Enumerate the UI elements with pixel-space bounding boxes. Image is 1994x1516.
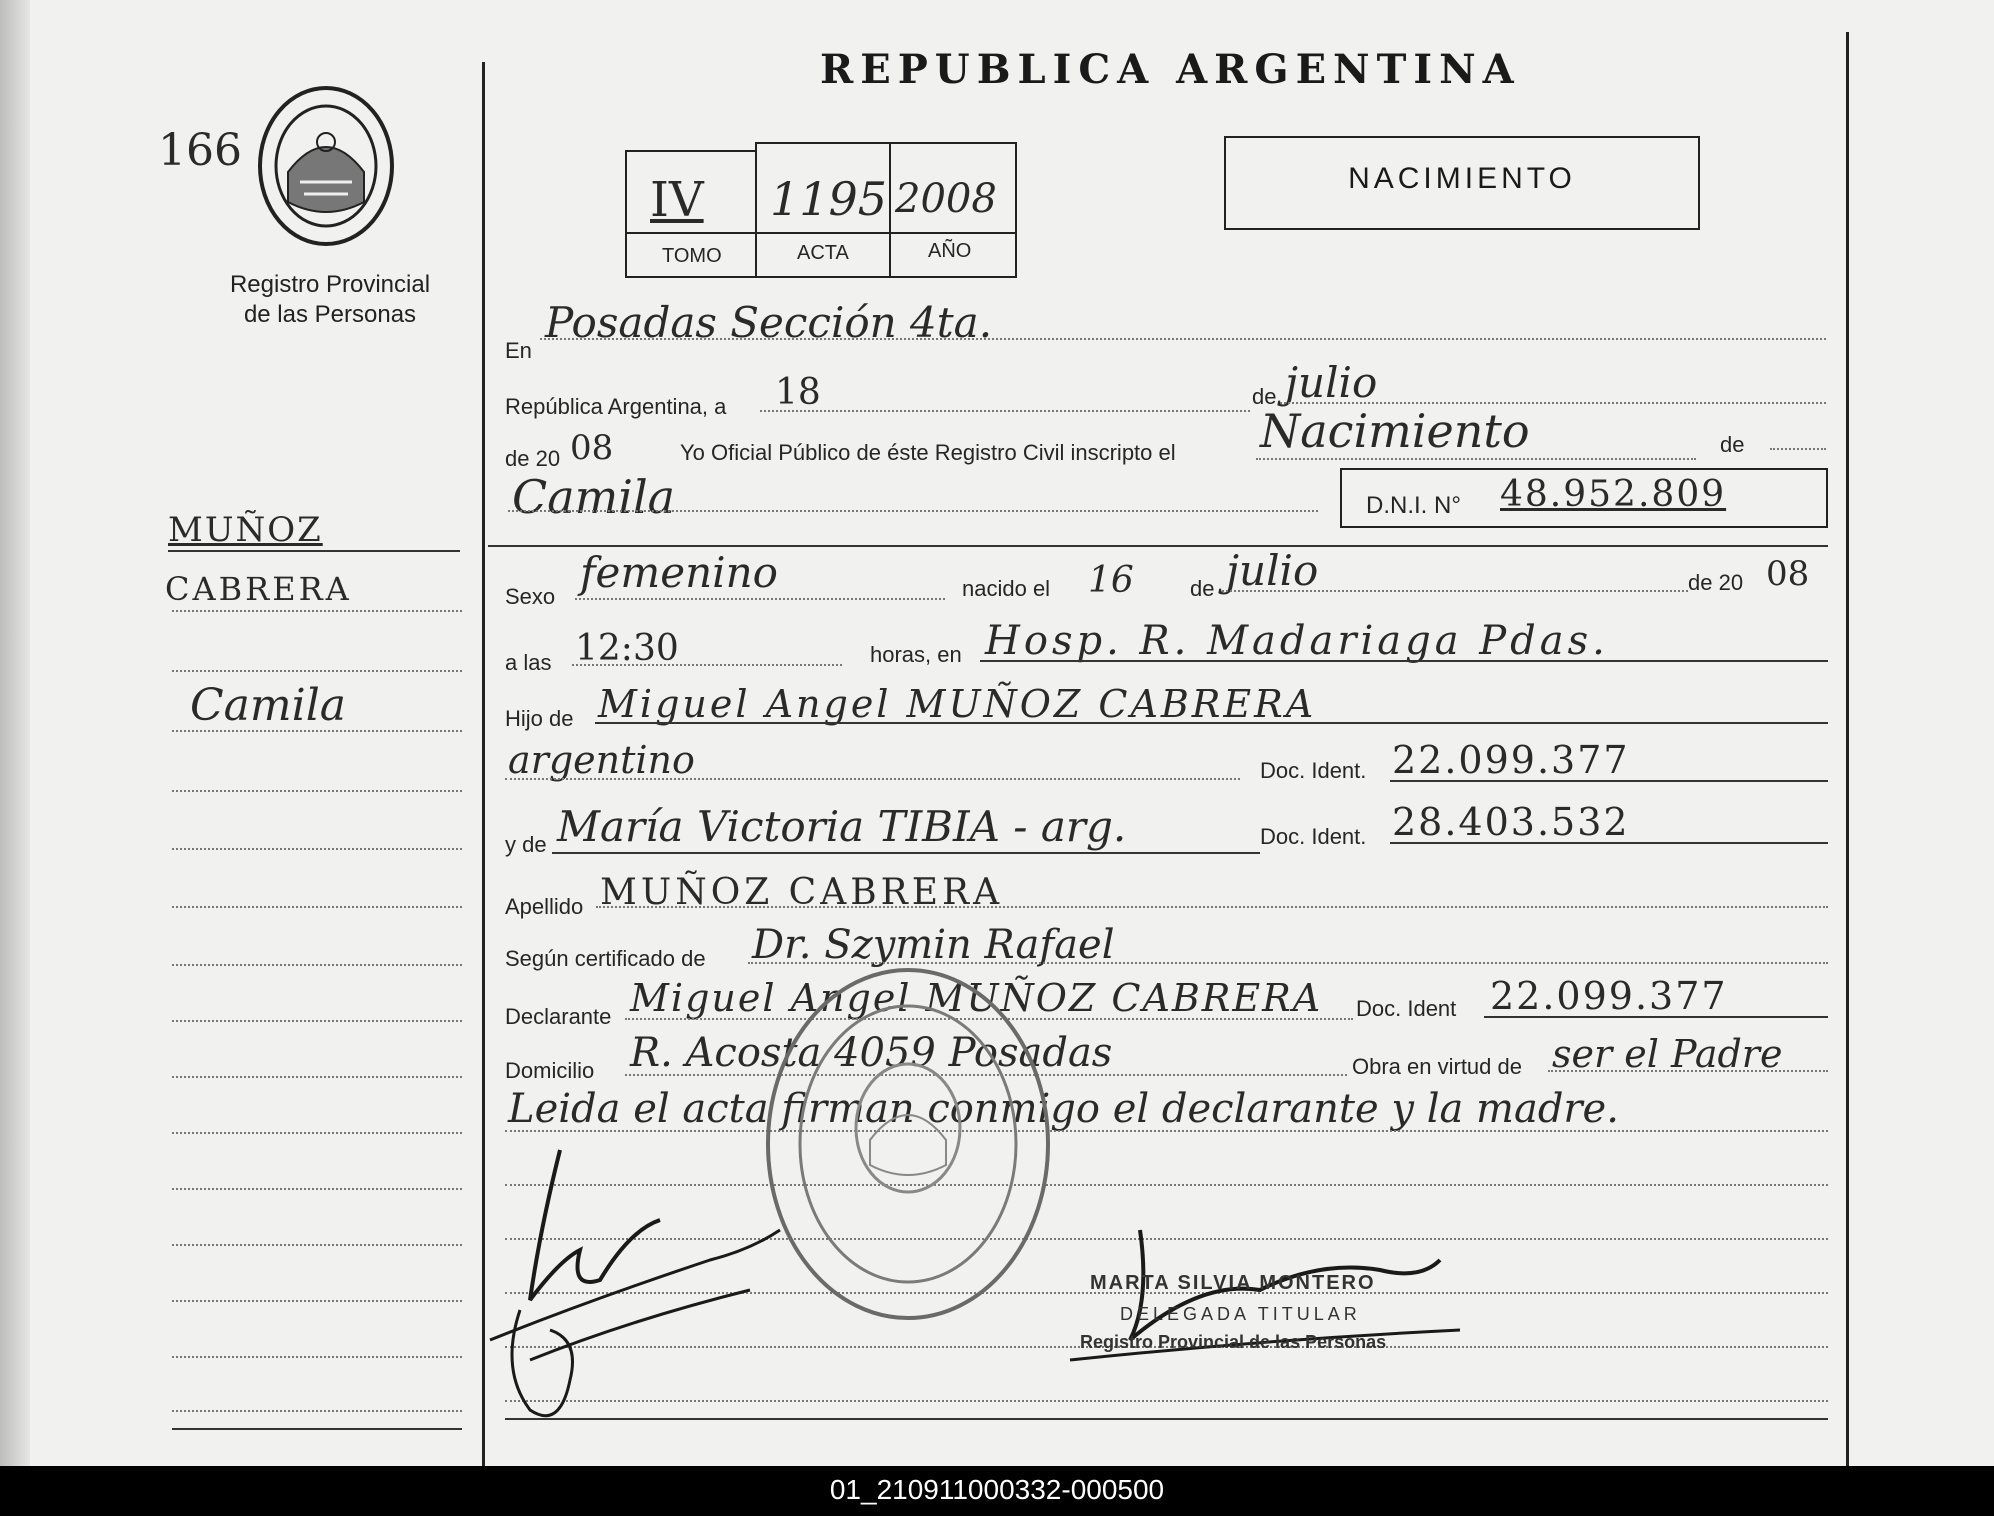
margin-line <box>172 1300 462 1302</box>
certificado-value: Dr. Szymin Rafael <box>752 922 1115 968</box>
acto-value: Nacimiento <box>1260 404 1530 458</box>
anio-prefix-label: de 20 <box>505 446 561 471</box>
field-line <box>596 906 1828 908</box>
obra-label: Obra en virtud de <box>1352 1054 1522 1079</box>
tomo-value: IV <box>650 172 704 228</box>
nombre-value: Camila <box>512 470 676 524</box>
tomo-label: TOMO <box>662 245 722 267</box>
apellido-value: MUÑOZ CABRERA <box>600 872 1004 913</box>
declarante-doc-label: Doc. Ident <box>1356 996 1457 1021</box>
margin-line <box>172 610 462 612</box>
oficial-label: Yo Oficial Público de éste Registro Civil inscripto el <box>680 440 1176 465</box>
field-line <box>572 664 842 666</box>
anio-suffix-value: 08 <box>570 428 614 468</box>
dni-value: 48.952.809 <box>1500 474 1727 515</box>
margin-surname-2: CABRERA <box>165 570 352 608</box>
nac-de-label: de <box>1190 576 1215 601</box>
margin-line <box>172 1076 462 1078</box>
misiones-seal-icon <box>252 82 400 250</box>
field-line <box>1222 590 1688 592</box>
de-label-2: de <box>1720 432 1745 457</box>
acta-value: 1195 <box>770 172 888 226</box>
margin-line <box>172 1020 462 1022</box>
field-line <box>508 510 1318 512</box>
margin-given-name: Camila <box>190 680 346 731</box>
domicilio-value: R. Acosta 4059 Posadas <box>630 1030 1113 1076</box>
field-line <box>575 598 945 600</box>
record-type: NACIMIENTO <box>1348 162 1576 195</box>
obra-value: ser el Padre <box>1552 1032 1783 1076</box>
right-border <box>1846 32 1849 1466</box>
leida-value: Leida el acta firman conmigo el declarante y la madre. <box>508 1086 1619 1132</box>
madre-doc-value: 28.403.532 <box>1392 800 1630 844</box>
official-title: DELEGADA TITULAR <box>1120 1304 1361 1324</box>
nac-anio-value: 08 <box>1766 554 1810 594</box>
margin-line <box>172 1188 462 1190</box>
padre-value: Miguel Angel MUÑOZ CABRERA <box>598 682 1317 726</box>
en-value: Posadas Sección 4ta. <box>545 298 993 347</box>
sexo-value: femenino <box>580 548 778 597</box>
padre-nac-value: argentino <box>508 738 695 782</box>
country-title: REPUBLICA ARGENTINA <box>820 46 1521 93</box>
padre-doc-value: 22.099.377 <box>1392 738 1630 782</box>
acta-label: ACTA <box>797 242 849 264</box>
sexo-label: Sexo <box>505 584 556 609</box>
nac-dia-value: 16 <box>1088 560 1134 601</box>
hora-value: 12:30 <box>575 628 679 669</box>
margin-line <box>172 1356 462 1358</box>
margin-line <box>172 1428 462 1430</box>
field-line <box>595 722 1828 724</box>
page-number: 166 <box>158 125 242 176</box>
en-label: En <box>505 338 532 363</box>
margin-line <box>172 1410 462 1412</box>
nacido-label: nacido el <box>962 576 1051 601</box>
field-line <box>1390 842 1828 844</box>
declarante-label: Declarante <box>505 1004 612 1029</box>
declarante-value: Miguel Angel MUÑOZ CABRERA <box>630 976 1323 1020</box>
padre-doc-label: Doc. Ident. <box>1260 758 1367 783</box>
margin-line <box>172 790 462 792</box>
field-line <box>540 338 1826 340</box>
margin-line <box>172 1132 462 1134</box>
anio-label: AÑO <box>928 240 972 262</box>
field-line <box>1548 1070 1828 1072</box>
lugar-value: Hosp. R. Madariaga Pdas. <box>985 618 1609 664</box>
alas-label: a las <box>505 650 552 675</box>
nac-mes-value: julio <box>1226 546 1319 595</box>
yde-label: y de <box>505 832 547 857</box>
declarant-signature-icon <box>470 1110 800 1440</box>
madre-doc-label: Doc. Ident. <box>1260 824 1367 849</box>
hijo-label: Hijo de <box>505 706 574 731</box>
mes-value: julio <box>1285 358 1378 407</box>
apellido-label: Apellido <box>505 894 584 919</box>
field-line <box>1770 448 1826 450</box>
field-line <box>1484 1016 1828 1018</box>
margin-line <box>172 906 462 908</box>
domicilio-label: Domicilio <box>505 1058 595 1083</box>
republica-label: República Argentina, a <box>505 394 727 419</box>
file-id: 01_210911000332-000500 <box>829 1474 1165 1505</box>
margin-surname-1: MUÑOZ <box>168 510 323 550</box>
dia-value: 18 <box>775 372 821 413</box>
acta-box-divider <box>625 232 1017 234</box>
binding-edge <box>0 0 30 1466</box>
field-line <box>980 660 1828 662</box>
section-divider <box>488 545 1828 547</box>
margin-line <box>172 730 462 732</box>
field-line <box>552 852 1260 854</box>
official-office: Registro Provincial de las Personas <box>1080 1332 1387 1352</box>
registry-stamp-icon <box>758 960 1058 1328</box>
dni-label: D.N.I. N° <box>1366 492 1461 519</box>
anio-value: 2008 <box>895 176 997 222</box>
field-line <box>760 410 1250 412</box>
madre-value: María Victoria TIBIA - arg. <box>557 802 1127 851</box>
margin-line <box>172 964 462 966</box>
horas-label: horas, en <box>870 642 962 667</box>
segun-label: Según certificado de <box>505 946 706 971</box>
field-line <box>505 778 1240 780</box>
official-name: MARTA SILVIA MONTERO <box>1090 1272 1376 1294</box>
nac-anio-label: de 20 <box>1688 570 1744 595</box>
margin-line <box>172 848 462 850</box>
margin-line <box>172 670 462 672</box>
registry-name: Registro Provincial de las Personas <box>229 271 431 328</box>
declarante-doc-value: 22.099.377 <box>1490 974 1728 1018</box>
margin-line <box>168 550 460 552</box>
margin-line <box>172 1244 462 1246</box>
field-line <box>1390 780 1828 782</box>
field-line <box>1256 458 1696 460</box>
de-label: de <box>1252 384 1277 409</box>
